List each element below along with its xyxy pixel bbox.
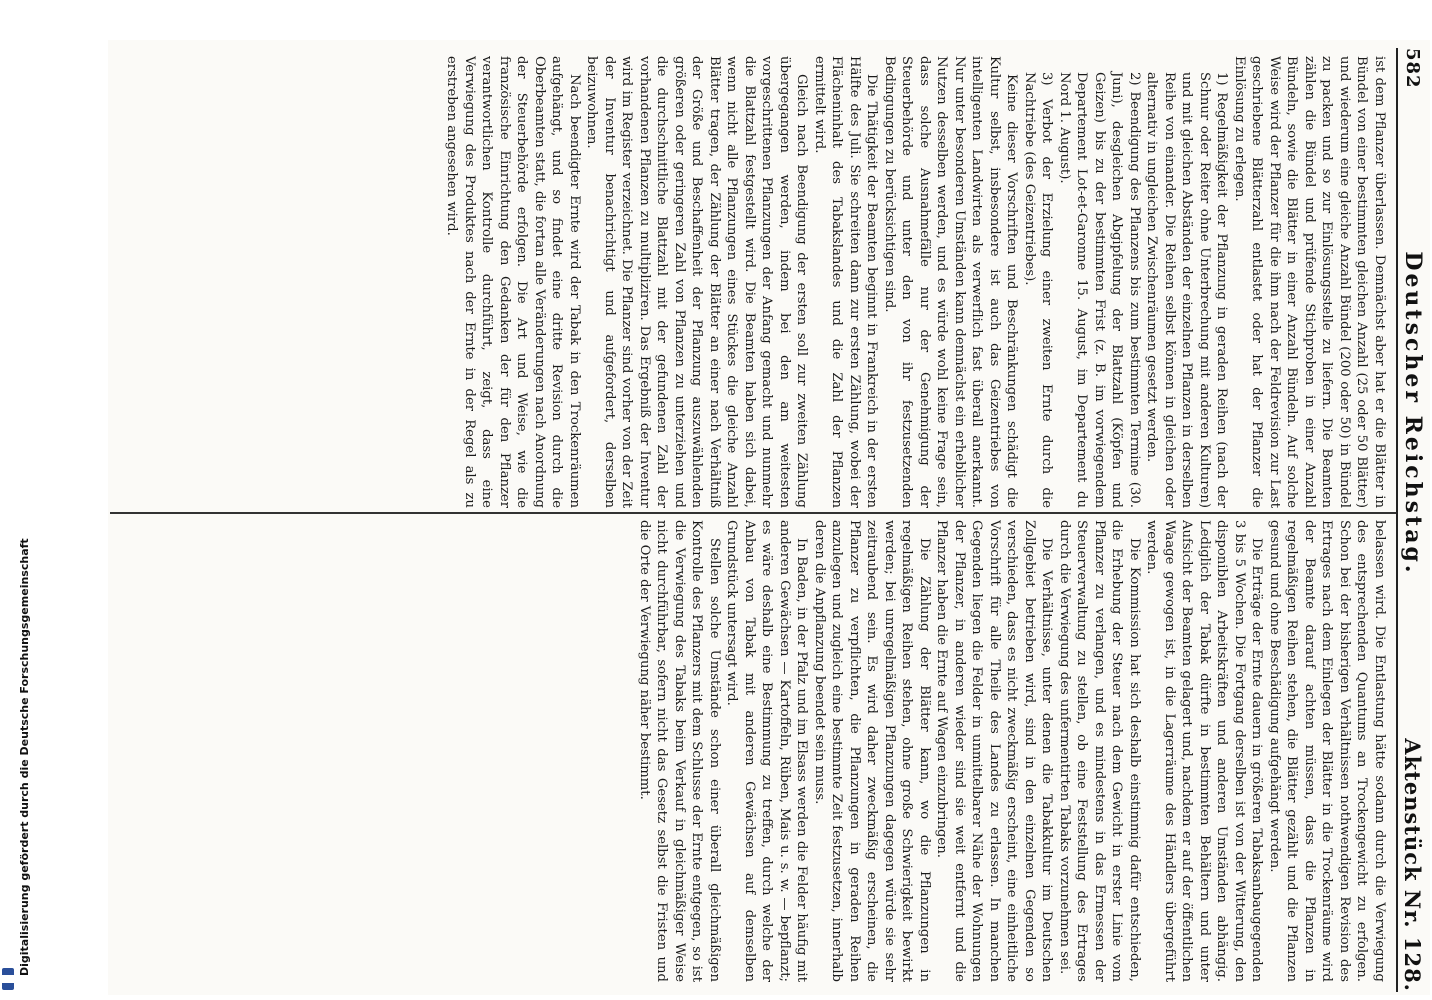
paragraph: ist dem Pflanzer überlassen. Demnächst aber hat er die Blätter in Bündel von einer bestimmten gleichen Anzahl (25 oder 50 Blätter) und wiederum eine gleiche Anzahl Bündel (200 oder 50) in Bündel zu packen und so zur Einlösungsstelle zu liefern. Die Beamten zählen die Bündel und prüfende Stichproben in einer Anzahl Bündeln, sowie die Blätter in einer Anzahl Bündeln. Auf solche Weise wird der Pflanzer für die ihm nach der Feldrevision zur Last geschriebene Blätterzahl entlastet oder hat der Pflanzer die Einlösung zu erlegen. xyxy=(1232,56,1387,508)
paragraph: Keine dieser Vorschriften und Beschränkungen schädigt die Kultur selbst, insbesondere ist auch das Geizentriebes von intelligenten Landwirten als verwerflich fast überall anerkannt. Nur unter besonderen Umständen kann demnächst ein erheblicher Nutzen desselben werden, und es würde wohl keine Frage sein, dass solche Ausnahmefälle nur der Genehmigung der Steuerbehörde und unter den von ihr festzusetzenden Bedingungen zu berücksichtigen sind. xyxy=(882,56,1020,508)
digitization-notice xyxy=(18,36,32,976)
paragraph: Nach beendigter Ernte wird der Tabak in den Trockenräumen aufgehängt, und so findet eine dritte Revision durch die Oberbeamten statt, die fortan alle Veränderungen nach Anordnung der Steuerbehörde erfolgen. Die Art und Weise, wie die französische Einrichtung den Gedanken der für den Pflanzer verantwortlichen Kontrolle durchführt, zeigt, dass eine Verwiegung des Produktes nach der Ernte in der Regel als zu erstreben angesehen wird. xyxy=(444,56,582,508)
paragraph: Stellen solche Umstände schon einer überall gleichmäßigen Kontrolle des Pflanzers mit dem Schlusse der Ernte entgegen, so ist die Verwiegung des Tabaks beim Verkauf in gleichmäßiger Weise nicht durchführbar, sofern nicht das Gesetz selbst die Fristen und die Orte der Verwiegung näher bestimmt. xyxy=(637,520,722,982)
paragraph: Die Erträge der Ernte dauern in größeren Tabaksanbaugegenden 3 bis 5 Wochen. Die Fortgang derselben ist von der Witterung, den disponiblen Arbeitskräften und anderen Umständen abhängig. Lediglich der Tabak dürfte in bestimmten Behältern und unter Aufsicht der Beamten gelagert und, nachdem er auf der öffentlichen Waage gewogen ist, in die Lagerräume des Händlers übergeführt werden. xyxy=(1144,520,1265,982)
paragraph: 1) Regelmäßigkeit der Pflanzung in geraden Reihen (nach der Schnur oder Reiter ohne Unterbrechung mit anderen Kulturen) und mit gleichen Abständen der einzelnen Pflanzen in derselben Reihe von einander. Die Reihen selbst können in gleichen oder alternativ in ungleichen Zwischenräumen gesetzt werden. xyxy=(1144,72,1230,508)
paragraph: 3) Verbot der Erzielung einer zweiten Ernte durch die Nachtriebe (des Geizentriebes). xyxy=(1022,72,1055,508)
text-column-left xyxy=(114,56,1388,508)
paragraph: Die Verhältnisse, unter denen die Tabakkultur im Deutschen Zollgebiet betrieben wird, sind in den einzelnen Gegenden so verschieden, dass es nicht zweckmäßig erscheint, eine einheitliche Vorschrift für alle Theile des Landes zu erlassen. In manchen Gegenden liegen die Felder in unmittelbarer Nähe der Wohnungen der Pflanzer, in anderen wieder sind sie weit entfernt und die Pflanzer haben die Ernte auf Wagen einzubringen. xyxy=(934,520,1055,982)
paragraph: Gleich nach Beendigung der ersten soll zur zweiten Zählung übergegangen werden, indem bei den am weitesten vorgeschrittenen Pflanzungen der Anfang gemacht und nunmehr die Blattzahl festgestellt wird. Die Beamten haben sich dabei, wenn nicht alle Pflanzungen eines Stückes die gleiche Anzahl Blätter tragen, der Zählung der Blätter an einer nach Verhältniß der Größe und Beschaffenheit der Pflanzung auszuwählenden größeren oder geringeren Zahl von Pflanzen zu unterziehen und die durchschnittliche Blattzahl mit der gefundenen Zahl der vorhandenen Pflanzen zu multipliziren. Das Ergebniß der Inventur wird im Register verzeichnet. Die Pflanzer sind vorher von der Zeit der Inventur benachrichtigt und aufgefordert, derselben beizuwohnen. xyxy=(584,56,810,508)
text-column-right xyxy=(114,520,1388,982)
paragraph: Die Kommission hat sich deshalb einstimmig dafür entschieden, die Erhebung der Steuer nach dem Gewicht in erster Linie vom Pflanzer zu verlangen, und es mindestens in das Ermessen der Steuerverwaltung zu stellen, ob eine Feststellung des Ertrages durch die Verwiegung des unfermentirten Tabaks vorzunehmen sei. xyxy=(1057,520,1142,982)
journal-title: Deutscher Reichstag. xyxy=(1400,251,1426,576)
column-divider xyxy=(110,512,1396,514)
paragraph: belassen wird. Die Entlastung hätte sodann durch die Verwiegung des entsprechenden Quantums an Trockengewicht zu erfolgen. Schon bei der bisherigen Verhältnissen nothwendigen Revision des Ertrages nach dem Einlegen der Blätter in die Trockenräume wird der Beamte darauf achten müssen, dass die Pflanzen in regelmäßigen Reihen stehen, die Blätter gezählt und die Pflanzen gesund und ohne Beschädigung aufgehängt werden. xyxy=(1267,520,1387,982)
appendix-label: Aktenstück Nr. 128. xyxy=(1400,738,1426,992)
running-head xyxy=(1398,48,1428,992)
paragraph: 2) Beendigung des Pflanzens bis zum bestimmten Termine (30. Juni), desgleichen Abgipfelung der Blattzahl (Köpfen und Geizen) bis zu der bestimmten Frist (z. B. im vorwiegendem Departement Lot-et-Garonne 15. August, im Departement du Nord 1. August). xyxy=(1057,72,1142,508)
dfg-logo-icon xyxy=(2,968,14,990)
paragraph: In Baden, in der Pfalz und im Elsass werden die Felder häufig mit anderen Gewächsen — Kartoffeln, Rüben, Mais u. s. w. — bepflanzt; es wäre deshalb eine Bestimmung zu treffen, durch welche der Anbau von Tabak mit anderen Gewächsen auf demselben Grundstück untersagt wird. xyxy=(724,520,810,982)
paragraph: Die Thätigkeit der Beamten beginnt in Frankreich in der ersten Hälfte des Juli. Sie schreiten dann zur ersten Zählung, wobei der Flächeninhalt des Tabakslandes und die Zahl der Pflanzen ermittelt wird. xyxy=(812,56,880,508)
paragraph: Die Zählung der Blätter kann, wo die Pflanzungen in regelmäßigen Reihen stehen, ohne große Schwierigkeit bewirkt werden; bei unregelmäßigen Pflanzungen dagegen würde sie sehr zeitraubend sein. Es wird daher zweckmäßig erscheinen, die Pflanzer zu verpflichten, die Pflanzungen in geraden Reihen anzulegen und zugleich eine bestimmte Zeit festzusetzen, innerhalb deren die Anpflanzung beendet sein muss. xyxy=(812,520,932,982)
page-number: 582 xyxy=(1402,48,1424,89)
digitization-notice-text: Digitalisierung gefördert durch die Deutsche Forschungsgemeinschaft xyxy=(18,538,31,976)
